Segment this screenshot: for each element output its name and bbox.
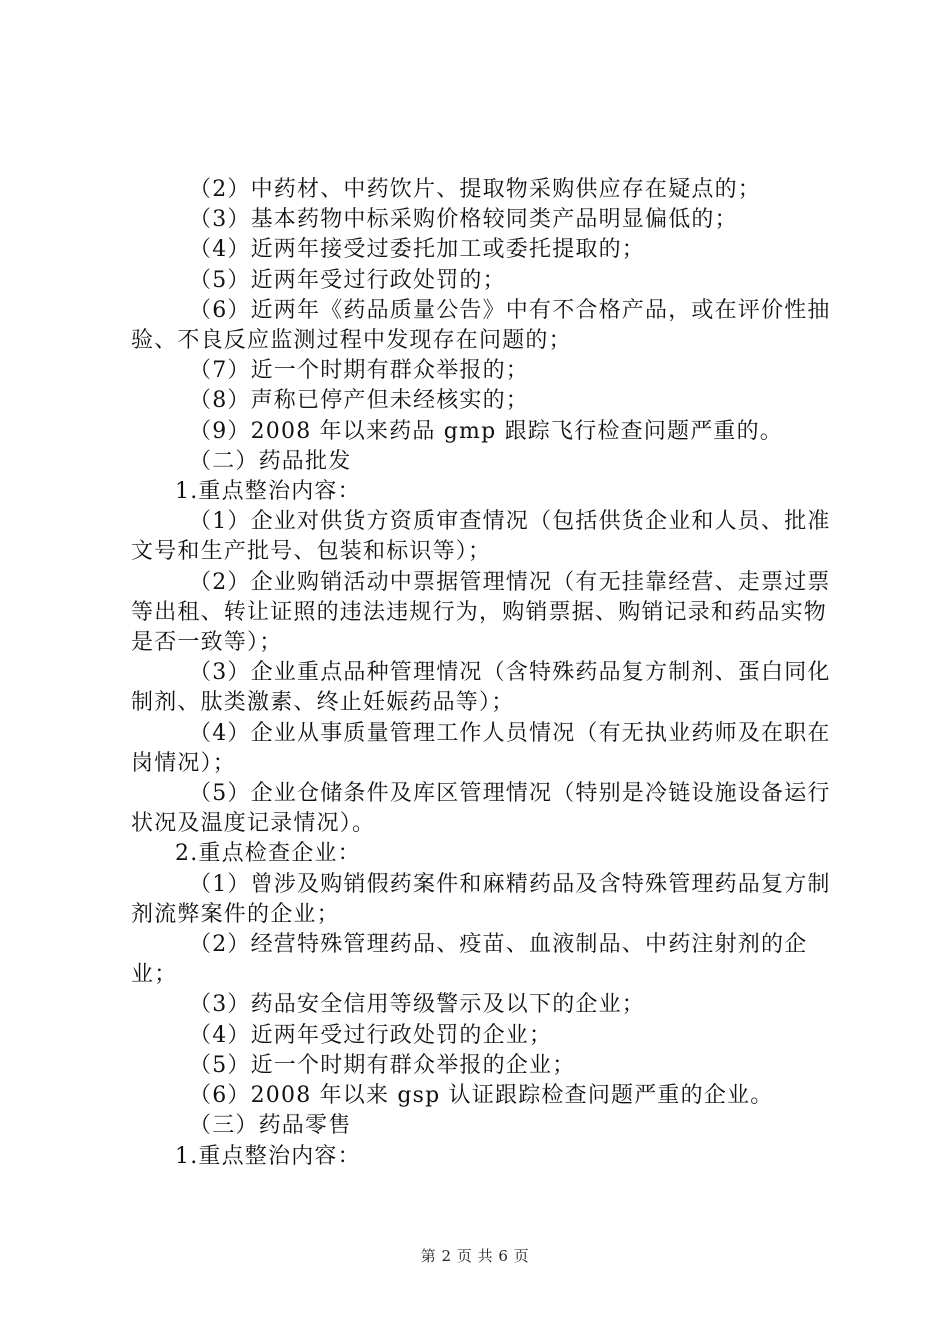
paragraph-18: （2）经营特殊管理药品、疫苗、血液制品、中药注射剂的企业；: [131, 932, 808, 988]
paragraph-20: （4）近两年受过行政处罚的企业；: [189, 1022, 553, 1048]
paragraph-21: （5）近一个时期有群众举报的企业；: [189, 1052, 576, 1078]
subheading-rectify-content: 1.重点整治内容：: [175, 479, 361, 505]
paragraph-12: （2）企业购销活动中票据管理情况（有无挂靠经营、走票过票等出租、转让证照的违法违规行为，购销票据、购销记录和药品实物是否一致等）；: [131, 569, 831, 656]
section-heading-retail: （三）药品零售: [189, 1113, 352, 1139]
subheading-inspect-enterprises: 2.重点检查企业：: [175, 841, 361, 867]
paragraph-11: （1）企业对供货方资质审查情况（包括供货企业和人员、批准文号和生产批号、包装和标识等）；: [131, 509, 831, 565]
paragraph-6: （7）近一个时期有群众举报的；: [189, 358, 529, 384]
paragraph-1: （2）中药材、中药饮片、提取物采购供应存在疑点的；: [189, 177, 761, 202]
paragraph-3: （4）近两年接受过委托加工或委托提取的；: [189, 237, 645, 263]
paragraph-13: （3）企业重点品种管理情况（含特殊药品复方制剂、蛋白同化制剂、肽类激素、终止妊娠药品等）；: [131, 660, 831, 716]
paragraph-19: （3）药品安全信用等级警示及以下的企业；: [189, 992, 645, 1018]
subheading-retail-content: 1.重点整治内容：: [175, 1143, 361, 1169]
document-body: [131, 175, 831, 1172]
paragraph-5: （6）近两年《药品质量公告》中有不合格产品，或在评价性抽验、不良反应监测过程中发现存在问题的；: [131, 297, 831, 354]
paragraph-15: （5）企业仓储条件及库区管理情况（特别是冷链设施设备运行状况及温度记录情况）。: [131, 781, 831, 837]
paragraph-7: （8）声称已停产但未经核实的；: [189, 388, 529, 414]
paragraph-8: （9）2008 年以来药品 gmp 跟踪飞行检查问题严重的。: [189, 418, 783, 444]
paragraph-22: （6）2008 年以来 gsp 认证跟踪检查问题严重的企业。: [189, 1083, 774, 1109]
page-number-footer: 第 2 页 共 6 页: [420, 1247, 530, 1265]
paragraph-4: （5）近两年受过行政处罚的；: [189, 267, 506, 293]
section-heading-wholesale: （二）药品批发: [189, 448, 352, 474]
paragraph-17: （1）曾涉及购销假药案件和麻精药品及含特殊管理药品复方制剂流弊案件的企业；: [131, 871, 831, 927]
paragraph-2: （3）基本药物中标采购价格较同类产品明显偏低的；: [189, 207, 738, 233]
paragraph-14: （4）企业从事质量管理工作人员情况（有无执业药师及在职在岗情况）；: [131, 720, 831, 776]
